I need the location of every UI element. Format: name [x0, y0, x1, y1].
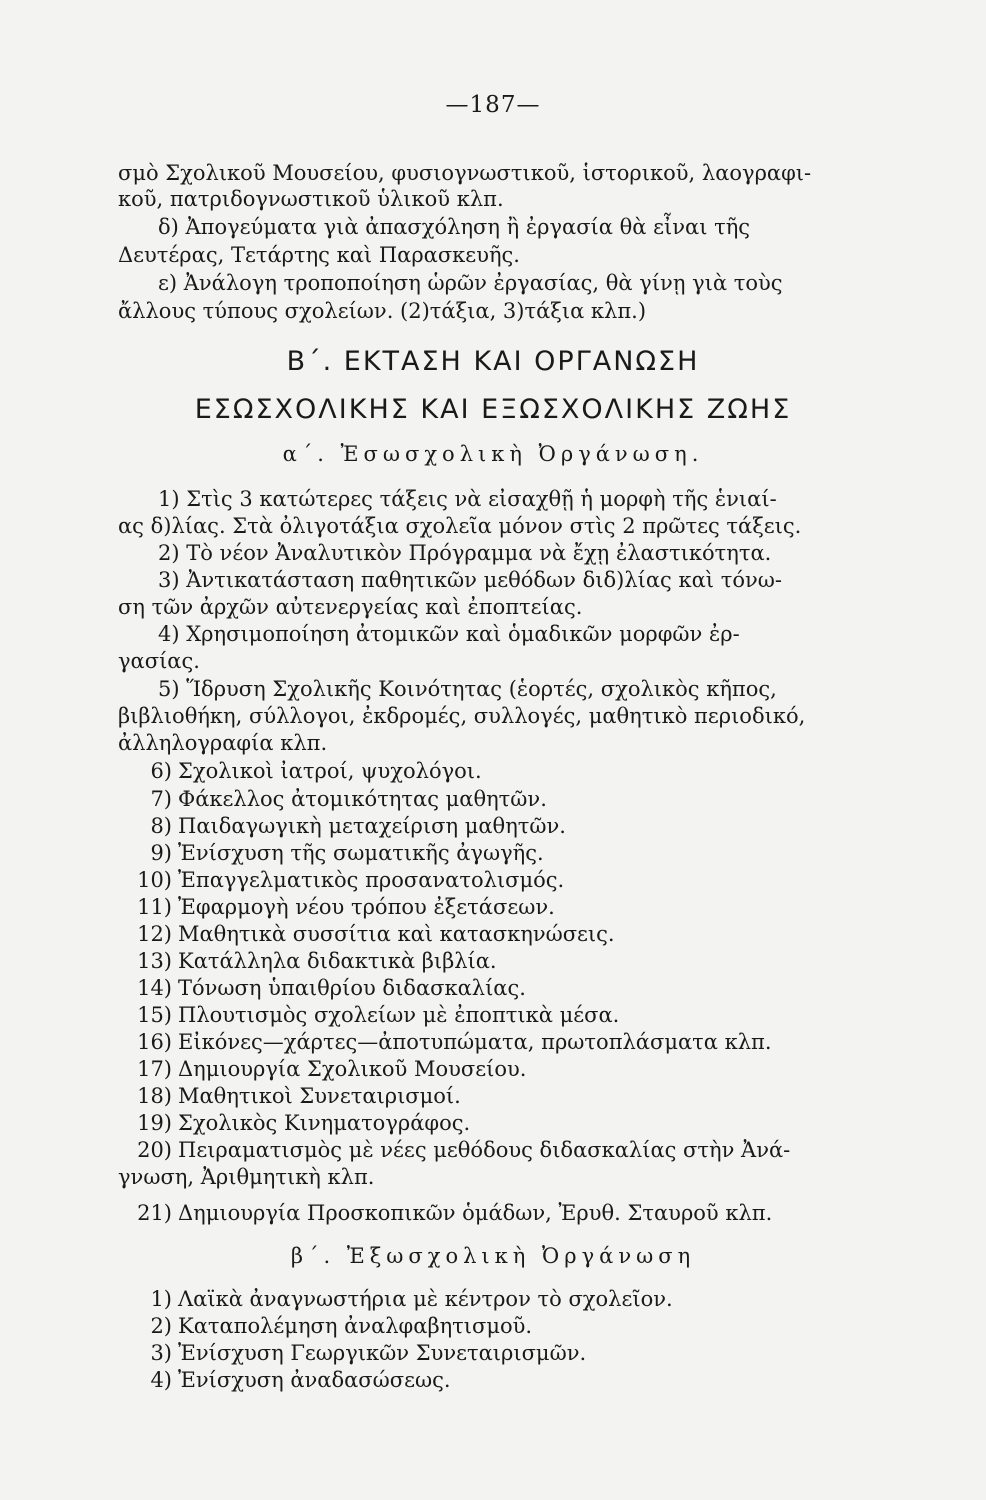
item-number: 7): [150, 787, 172, 811]
item-text: Δημιουργία Προσκοπικῶν ὁμάδων, Ἐρυθ. Σταυροῦ κλπ.: [178, 1201, 773, 1225]
list-item: [132, 813, 566, 839]
item-number: 8): [150, 814, 172, 838]
item-number: 10): [137, 868, 172, 892]
item-number: 19): [137, 1111, 172, 1135]
item-text: Σχολικοὶ ἰατροί, ψυχολόγοι.: [178, 759, 482, 783]
list-item: [132, 948, 497, 974]
list-item: [132, 1029, 772, 1055]
list-item: [132, 1137, 790, 1163]
item-text: Δημιουργία Σχολικοῦ Μουσείου.: [178, 1057, 527, 1081]
list-item: [132, 867, 564, 893]
item-text: Μαθητικὰ συσσίτια καὶ κατασκηνώσεις.: [178, 922, 615, 946]
intro-line: κοῦ, πατριδογνωστικοῦ ὑλικοῦ κλπ.: [118, 187, 504, 211]
item-number: 21): [137, 1201, 172, 1225]
item-number: 20): [137, 1138, 172, 1162]
list-item: [132, 975, 526, 1001]
list-item: [132, 1056, 526, 1082]
item-number: 17): [137, 1057, 172, 1081]
list-item: [132, 1340, 586, 1366]
list-item: [132, 840, 544, 866]
item-text: Σχολικὸς Κινηματογράφος.: [178, 1111, 471, 1135]
item-number: 1): [150, 1287, 172, 1311]
item-text: Ἐφαρμογὴ νέου τρόπου ἐξετάσεων.: [178, 895, 555, 919]
list-item: [132, 921, 615, 947]
item-number: 6): [150, 759, 172, 783]
item-number: 15): [137, 1003, 172, 1027]
intro-line: σμὸ Σχολικοῦ Μουσείου, φυσιογνωστικοῦ, ἱστορικοῦ, λαογραφι-: [118, 161, 812, 185]
list-item: [132, 1313, 532, 1339]
item-text: Κατάλληλα διδακτικὰ βιβλία.: [178, 949, 497, 973]
item-number: 14): [137, 976, 172, 1000]
paragraph-line: 1) Στὶς 3 κατώτερες τάξεις νὰ εἰσαχθῇ ἡ μορφὴ τῆς ἑνιαί-: [158, 487, 777, 511]
item-text: Καταπολέμηση ἀναλφαβητισμοῦ.: [178, 1314, 533, 1338]
item-number: 2): [150, 1314, 172, 1338]
paragraph-line: βιβλιοθήκη, σύλλογοι, ἐκδρομές, συλλογές, μαθητικὸ περιοδικό,: [118, 704, 806, 728]
item-number: 13): [137, 949, 172, 973]
section-heading-line2: ΕΣΩΣΧΟΛΙΚΗΣ ΚΑΙ ΕΞΩΣΧΟΛΙΚΗΣ ΖΩΗΣ: [194, 394, 792, 425]
section-heading-line1: Β΄. ΕΚΤΑΣΗ ΚΑΙ ΟΡΓΑΝΩΣΗ: [286, 346, 700, 377]
list-item: [132, 1083, 461, 1109]
paragraph-line: γασίας.: [118, 649, 200, 673]
item-number: 16): [137, 1030, 172, 1054]
paragraph-line: ας δ)λίας. Στὰ ὀλιγοτάξια σχολεῖα μόνον στὶς 2 πρῶτες τάξεις.: [118, 514, 802, 538]
item-text: Μαθητικοὶ Συνεταιρισμοί.: [178, 1084, 461, 1108]
list-item: [132, 786, 547, 812]
paragraph-line: ἀλληλογραφία κλπ.: [118, 731, 328, 755]
subsection-a-title: α΄. Ἐσωσχολικὴ Ὀργάνωση.: [282, 442, 704, 466]
list-item: [132, 1286, 673, 1312]
list-item: [132, 894, 555, 920]
item-text: Εἰκόνες—χάρτες—ἀποτυπώματα, πρωτοπλάσματα κλπ.: [178, 1030, 772, 1054]
item-number: 11): [137, 895, 172, 919]
item-number: 4): [150, 1368, 172, 1392]
intro-line: ε) Ἀνάλογη τροποποίηση ὡρῶν ἐργασίας, θὰ γίνῃ γιὰ τοὺς: [158, 271, 783, 295]
page-number: —187—: [445, 92, 541, 118]
list-item: [132, 1367, 451, 1393]
item-number: 9): [150, 841, 172, 865]
item-text: Ἐνίσχυση ἀναδασώσεως.: [178, 1368, 451, 1392]
item-text: Λαϊκὰ ἀναγνωστήρια μὲ κέντρον τὸ σχολεῖον.: [178, 1287, 673, 1311]
item-text: Φάκελλος ἀτομικότητας μαθητῶν.: [178, 787, 547, 811]
item-text: Ἐνίσχυση Γεωργικῶν Συνεταιρισμῶν.: [178, 1341, 587, 1365]
list-item: [132, 1110, 470, 1136]
intro-line: Δευτέρας, Τετάρτης καὶ Παρασκευῆς.: [118, 243, 520, 267]
item-number: 12): [137, 922, 172, 946]
intro-line: δ) Ἀπογεύματα γιὰ ἀπασχόληση ἢ ἐργασία θὰ εἶναι τῆς: [158, 215, 751, 239]
list-item: [132, 758, 482, 784]
paragraph-line: 2) Τὸ νέον Ἀναλυτικὸν Πρόγραμμα νὰ ἔχῃ ἐλαστικότητα.: [158, 541, 772, 565]
item-text: Παιδαγωγικὴ μεταχείριση μαθητῶν.: [178, 814, 566, 838]
item-text: Πειραματισμὸς μὲ νέες μεθόδους διδασκαλίας στὴν Ἀνά-: [178, 1138, 791, 1162]
paragraph-line: γνωση, Ἀριθμητικὴ κλπ.: [118, 1165, 375, 1189]
paragraph-line: 4) Χρησιμοποίηση ἀτομικῶν καὶ ὁμαδικῶν μορφῶν ἐρ-: [158, 622, 740, 646]
intro-line: ἄλλους τύπους σχολείων. (2)τάξια, 3)τάξια κλπ.): [118, 299, 647, 323]
list-item: [132, 1200, 772, 1226]
subsection-b-title: β΄. Ἐξωσχολικὴ Ὀργάνωση: [290, 1244, 696, 1268]
item-text: Τόνωση ὑπαιθρίου διδασκαλίας.: [178, 976, 526, 1000]
item-text: Ἐπαγγελματικὸς προσανατολισμός.: [178, 868, 565, 892]
paragraph-line: 5) Ἵδρυση Σχολικῆς Κοινότητας (ἑορτές, σχολικὸς κῆπος,: [158, 677, 777, 701]
paragraph-line: 3) Ἀντικατάσταση παθητικῶν μεθόδων διδ)λίας καὶ τόνω-: [158, 568, 782, 592]
item-number: 18): [137, 1084, 172, 1108]
item-number: 3): [150, 1341, 172, 1365]
item-text: Πλουτισμὸς σχολείων μὲ ἐποπτικὰ μέσα.: [178, 1003, 620, 1027]
list-item: [132, 1002, 619, 1028]
paragraph-line: ση τῶν ἀρχῶν αὐτενεργείας καὶ ἐποπτείας.: [118, 595, 583, 619]
item-text: Ἐνίσχυση τῆς σωματικῆς ἀγωγῆς.: [178, 841, 544, 865]
